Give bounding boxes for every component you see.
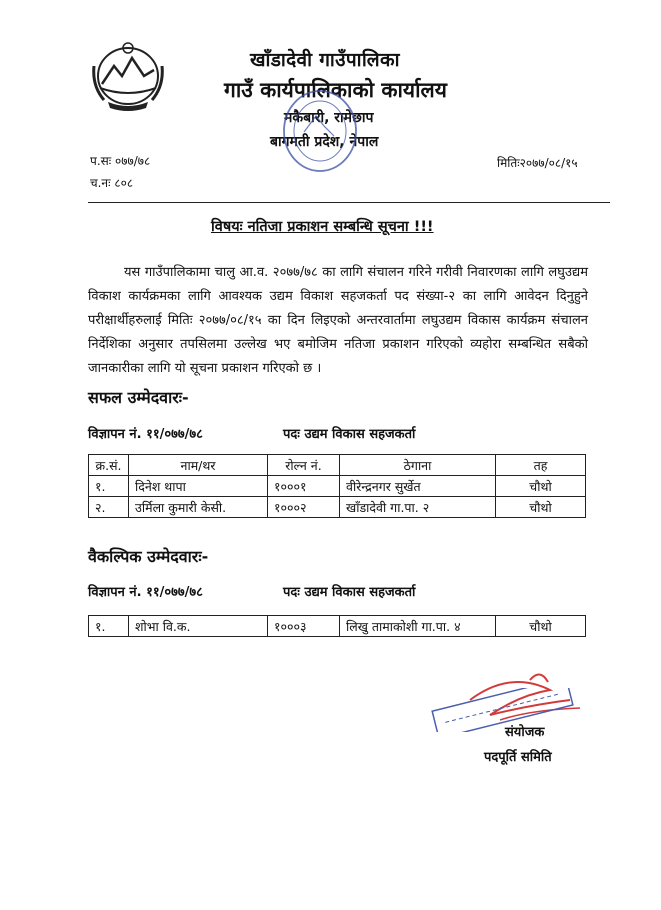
- cell-address: वीरेन्द्रनगर सुर्खेत: [340, 476, 496, 497]
- dispatch-number: च.नः ८०८: [90, 176, 134, 190]
- cell-address: खाँडादेवी गा.पा. २: [340, 497, 496, 518]
- notice-subject: विषयः नतिजा प्रकाशन सम्बन्धि सूचना !!!: [211, 219, 434, 235]
- cell-sn: १.: [89, 476, 129, 497]
- cell-name: शोभा वि.क.: [129, 616, 268, 637]
- office-name: गाउँ कार्यपालिकाको कार्यालय: [224, 78, 447, 102]
- signatory-committee: पदपूर्ति समिति: [484, 750, 552, 765]
- cell-name: उर्मिला कुमारी केसी.: [129, 497, 268, 518]
- table-row: [89, 497, 586, 518]
- org-name: खाँडादेवी गाउँपालिका: [250, 49, 400, 71]
- province-country: बागमती प्रदेश, नेपाल: [270, 134, 379, 150]
- alternate-heading: वैकल्पिक उम्मेदवारः-: [88, 547, 209, 566]
- reference-number: प.सः ०७७/७८: [90, 154, 151, 168]
- notice-date: मितिः२०७७/०८/१५: [497, 156, 578, 170]
- cell-name: दिनेश थापा: [129, 476, 268, 497]
- successful-post: पदः उद्यम विकास सहजकर्ता: [283, 427, 416, 442]
- cell-sn: २.: [89, 497, 129, 518]
- successful-ad-number: विज्ञापन नं. ११/०७७/७८: [88, 427, 203, 442]
- alternate-table: [88, 615, 586, 637]
- alternate-post: पदः उद्यम विकास सहजकर्ता: [283, 585, 416, 600]
- table-header-row: [89, 455, 586, 476]
- successful-heading: सफल उम्मेदवारः-: [88, 388, 189, 407]
- col-name: नाम/थर: [129, 455, 268, 476]
- cell-level: चौथो: [496, 616, 586, 637]
- official-stamp-icon: [428, 688, 578, 732]
- cell-roll: १०००३: [268, 616, 340, 637]
- table-row: [89, 616, 586, 637]
- signatory-title: संयोजक: [505, 725, 545, 740]
- col-level: तह: [496, 455, 586, 476]
- cell-roll: १०००१: [268, 476, 340, 497]
- cell-level: चौथो: [496, 497, 586, 518]
- col-roll: रोल्न नं.: [268, 455, 340, 476]
- col-sn: क्र.सं.: [89, 455, 129, 476]
- table-row: [89, 476, 586, 497]
- alternate-ad-number: विज्ञापन नं. ११/०७७/७८: [88, 585, 203, 600]
- notice-body: यस गाउँपालिकामा चालु आ.व. २०७७/७८ का लागि संचालन गरिने गरीवी निवारणका लागि लघुउद्यम विकाश कार्यक्रमका लागि आवश्यक उद्यम विकाश सहजकर्ता पद संख्या-२ का लागि आवेदन दिनुहुने परीक्षार्थीहरुलाई मितिः २०७७/०८/१५ का दिन लिइएको अन्तरवार्तामा लघुउद्यम विकास कार्यक्रम संचालन निर्देशिका अनुसार तपसिलमा उल्लेख भए बमोजिम नतिजा प्रकाशन गरिएको व्यहोरा सम्बन्धित सबैको जानकारीका लागि यो सूचना प्रकाशन गरिएको छ ।: [88, 265, 588, 376]
- office-address: मकैबारी, रामेछाप: [284, 110, 374, 126]
- cell-roll: १०००२: [268, 497, 340, 518]
- cell-address: लिखु तामाकोशी गा.पा. ४: [340, 616, 496, 637]
- header-divider: [88, 202, 610, 203]
- cell-level: चौथो: [496, 476, 586, 497]
- col-address: ठेगाना: [340, 455, 496, 476]
- nepal-emblem-icon: [88, 36, 168, 112]
- cell-sn: १.: [89, 616, 129, 637]
- successful-table: [88, 454, 586, 518]
- office-seal-icon: [260, 86, 380, 176]
